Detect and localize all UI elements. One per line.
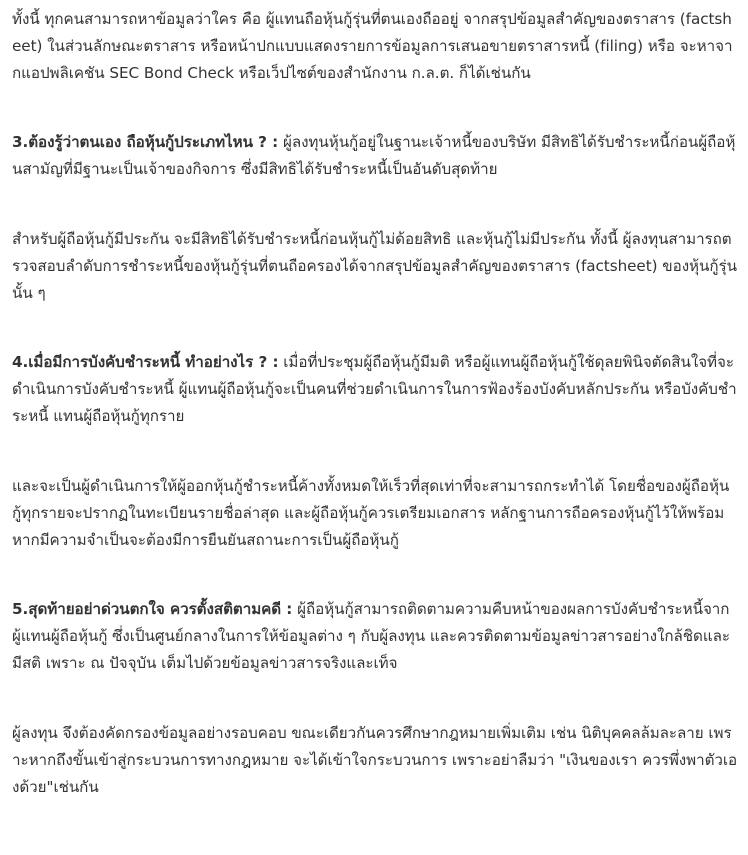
section-5-followup: ผู้ลงทุน จึงต้องคัดกรองข้อมูลอย่างรอบคอบ ขณะเดียวกันควรศึกษากฎหมายเพิ่มเติม เช่น นิติบุคคลล้มละลาย เพราะหากถึงขั้นเข้าสู่กระบวนการทางกฎหมาย จะได้เข้าใจกระบวนการ เพราะอย่าลืมว่า "เงินของเรา ควรพึ่งพาตัวเองด้วย"เช่นกัน [12,724,738,796]
section-3-heading: 3.ต้องรู้ว่าตนเอง ถือหุ้นกู้ประเภทไหน ? : [12,133,279,151]
section-5-text: ผู้ถือหุ้นกู้สามารถติดตามความคืบหน้าของผลการบังคับชำระหนี้จากผู้แทนผู้ถือหุ้นกู้ ซึ่งเป็นศูนย์กลางในการให้ข้อมูลต่าง ๆ กับผู้ลงทุน และควรติดตามข้อมูลข่าวสารอย่างใกล้ชิดและมีสติ เพราะ ณ ปัจจุบัน เต็มไปด้วยข้อมูลข่าวสารจริงและเท็จ [12,600,730,672]
section-5-paragraph [12,596,738,677]
section-3-followup: สำหรับผู้ถือหุ้นกู้มีประกัน จะมีสิทธิได้รับชำระหนี้ก่อนหุ้นกู้ไม่ด้อยสิทธิ และหุ้นกู้ไม่มีประกัน ทั้งนี้ ผู้ลงทุนสามารถตรวจสอบลำดับการชำระหนี้ของหุ้นกู้รุ่นที่ตนถือครองได้จากสรุปข้อมูลสำคัญของตราสาร (factsheet) ของหุ้นกู้รุ่นนั้น ๆ [12,230,737,302]
section-4-followup: และจะเป็นผู้ดำเนินการให้ผู้ออกหุ้นกู้ชำระหนี้ค้างทั้งหมดให้เร็วที่สุดเท่าที่จะสามารถกระทำได้ โดยชื่อของผู้ถือหุ้นกู้ทุกรายจะปรากฏในทะเบียนรายชื่อล่าสุด และผู้ถือหุ้นกู้ควรเตรียมเอกสาร หลักฐานการถือครองหุ้นกู้ไว้ให้พร้อม หากมีความจำเป็นจะต้องมีการยืนยันสถานะการเป็นผู้ถือหุ้นกู้ [12,477,730,549]
section-3-text: ผู้ลงทุนหุ้นกู้อยู่ในฐานะเจ้าหนี้ของบริษัท มีสิทธิได้รับชำระหนี้ก่อนผู้ถือหุ้นสามัญที่มีฐานะเป็นเจ้าของกิจการ ซึ่งมีสิทธิได้รับชำระหนี้เป็นอันดับสุดท้าย [12,133,736,178]
section-4-text: เมื่อที่ประชุมผู้ถือหุ้นกู้มีมติ หรือผู้แทนผู้ถือหุ้นกู้ใช้ดุลยพินิจตัดสินใจที่จะดำเนินการบังคับชำระหนี้ ผู้แทนผู้ถือหุ้นกู้จะเป็นคนที่ช่วยดำเนินการในการฟ้องร้องบังคับหลักประกัน หรือบังคับชำระหนี้ แทนผู้ถือหุ้นกู้ทุกราย [12,353,737,425]
intro-paragraph: ทั้งนี้ ทุกคนสามารถหาข้อมูลว่าใคร คือ ผู้แทนถือหุ้นกู้รุ่นที่ตนเองถืออยู่ จากสรุปข้อมูลสำคัญของตราสาร (factsheet) ในส่วนลักษณะตราสาร หรือหน้าปกแบบแสดงรายการข้อมูลการเสนอขายตราสารหนี้ (filing) หรือ จะหาจากแอปพลิเคชัน SEC Bond Check หรือเว็ปไซต์ของสำนักงาน ก.ล.ต. ก็ได้เช่นกัน [12,10,733,82]
section-4-paragraph [12,349,738,430]
section-4-heading: 4.เมื่อมีการบังคับชำระหนี้ ทำอย่างไร ? : [12,353,279,371]
section-5-heading: 5.สุดท้ายอย่าด่วนตกใจ ควรตั้งสติตามคดี : [12,600,293,618]
section-3-paragraph [12,129,738,183]
